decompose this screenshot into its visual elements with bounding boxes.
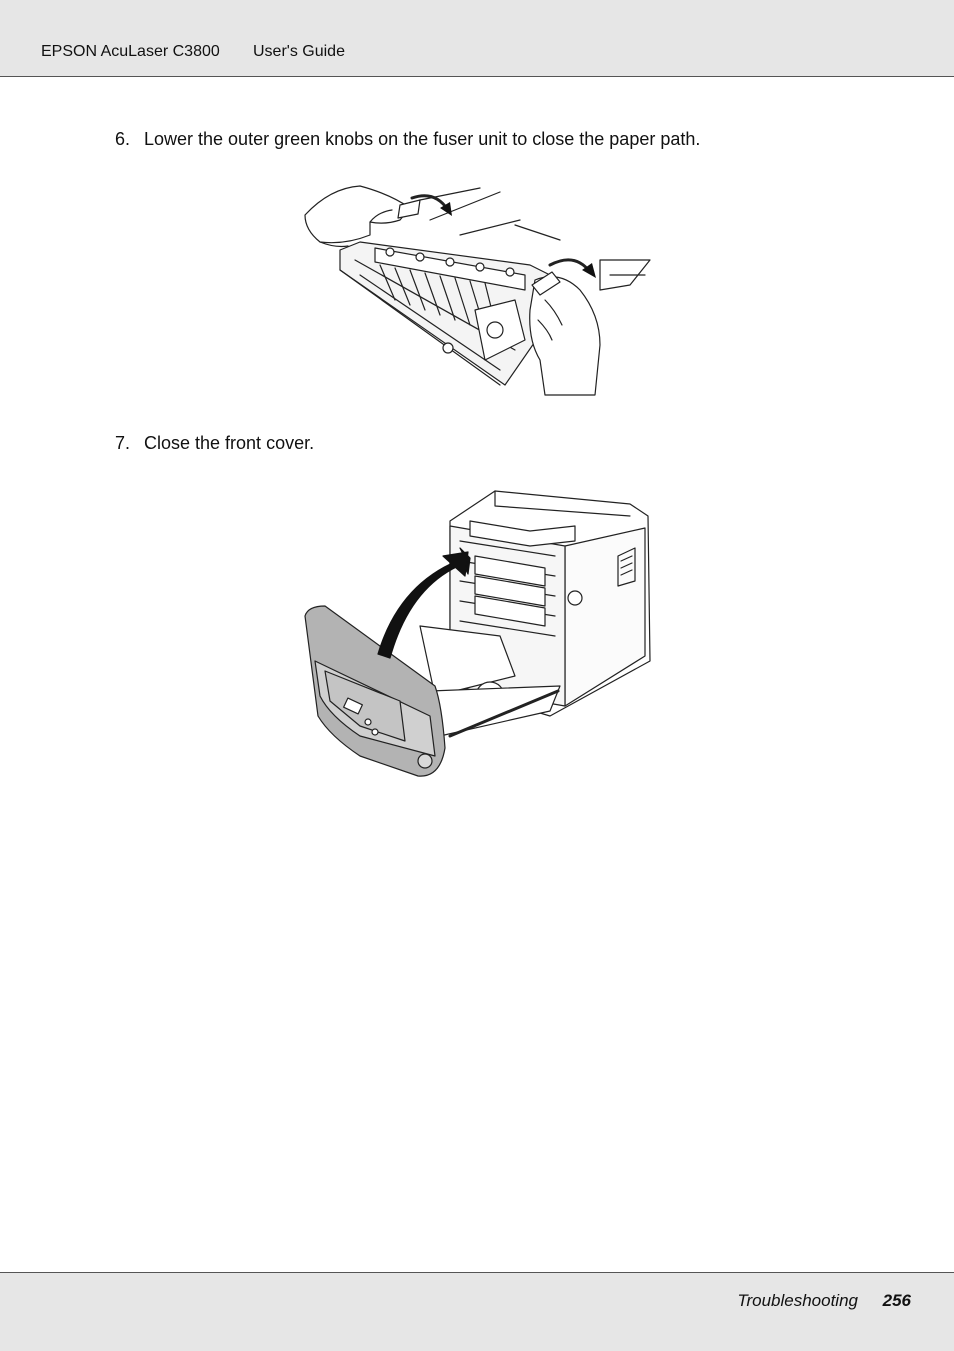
page-header (0, 0, 954, 77)
fuser-knobs-illustration (300, 180, 655, 402)
step-number: 7. (115, 433, 131, 453)
step-text: Close the front cover. (144, 433, 315, 453)
header-guide-title: User's Guide (253, 43, 345, 60)
step-number: 6. (115, 129, 131, 149)
page-footer (0, 1272, 954, 1351)
header-product-name: EPSON AcuLaser C3800 (41, 43, 220, 60)
front-cover-illustration (300, 486, 655, 781)
footer-section-title: Troubleshooting (737, 1291, 858, 1310)
page-number: 256 (882, 1291, 911, 1310)
step-text: Lower the outer green knobs on the fuser unit to close the paper path. (144, 129, 701, 149)
